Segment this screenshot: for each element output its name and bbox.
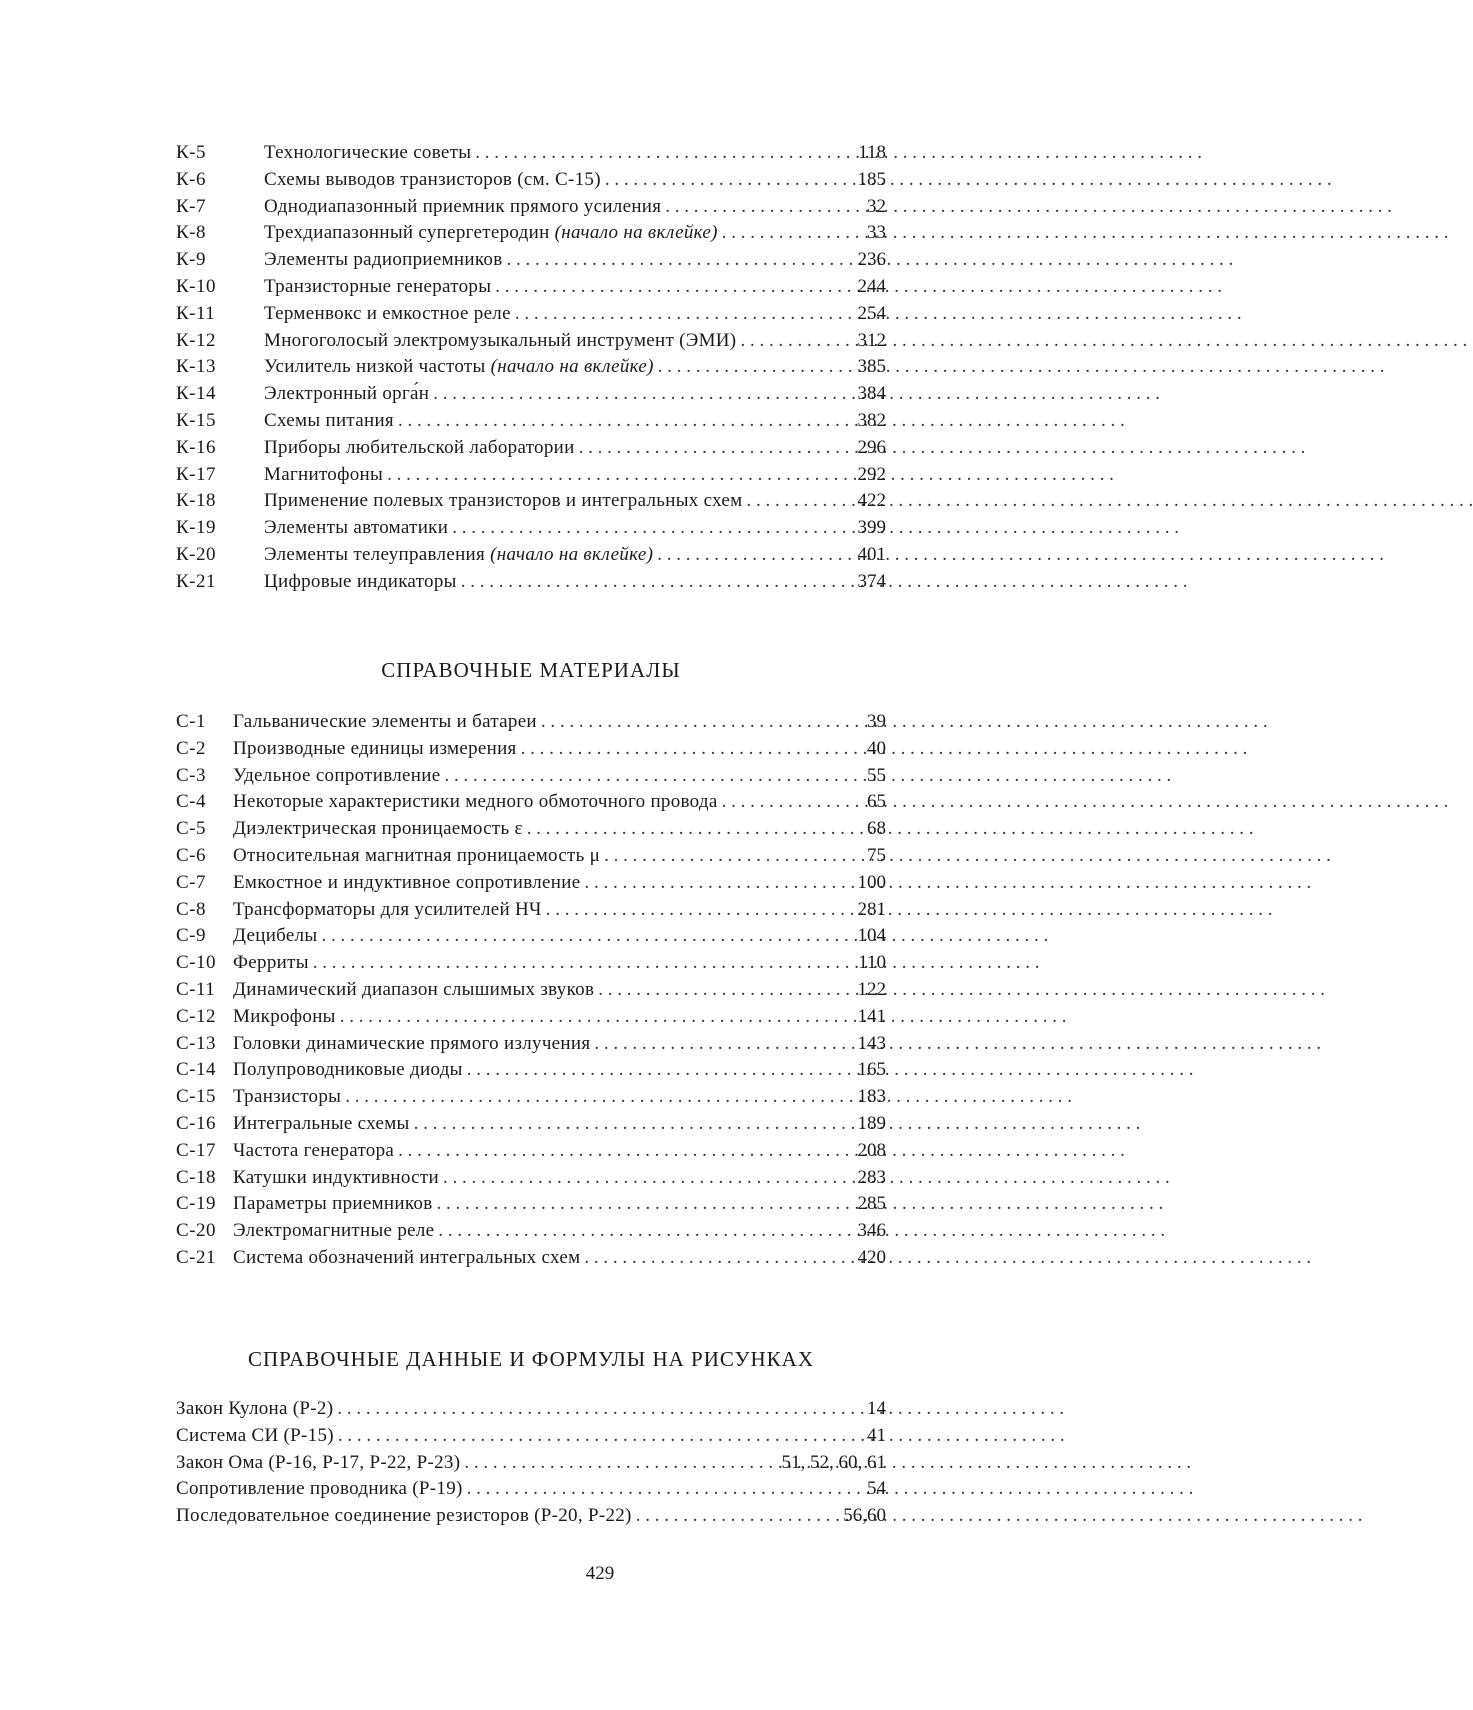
entry-title: Приборы любительской лаборатории [264,436,575,458]
entry-page-number: 189 [857,1112,886,1134]
entry-title: Параметры приемников [233,1193,433,1215]
entry-title: Динамический диапазон слышимых звуков [233,978,595,1000]
toc-entry [176,977,886,1004]
toc-entry [176,1450,886,1477]
entry-page-number: 51, 52, 60, 61 [781,1451,886,1473]
k-section-list [176,140,886,596]
toc-entry [176,354,886,381]
entry-code: К-12 [176,329,216,351]
entry-code: С-20 [176,1220,216,1242]
entry-title: Сопротивление проводника (Р-19) [176,1478,463,1500]
entry-title: Микрофоны [233,1005,336,1027]
entry-page-number: 165 [857,1059,886,1081]
entry-page-number: 40 [867,737,886,759]
toc-entry [176,462,886,489]
r-section-heading: СПРАВОЧНЫЕ ДАННЫЕ И ФОРМУЛЫ НА РИСУНКАХ [247,1347,814,1371]
dot-leader [457,569,852,596]
entry-code: К-14 [176,383,216,405]
entry-title: Система СИ (Р-15) [176,1424,334,1446]
entry-title: Головки динамические прямого излучения [233,1032,591,1054]
entry-title-wrap [233,1111,410,1138]
entry-page-number: 33 [867,222,886,244]
dot-leader [590,1031,852,1058]
entry-title-wrap [264,194,661,221]
toc-entry [176,763,886,790]
entry-page-number: 54 [867,1478,886,1500]
dot-leader [309,950,852,977]
toc-entry [176,789,886,816]
entry-code: С-15 [176,1086,216,1108]
dot-leader [600,843,852,870]
entry-note: (начало на вклейке) [490,543,654,565]
dot-leader [580,870,852,897]
dot-leader [632,1503,840,1530]
entry-code: К-11 [176,302,216,324]
dot-leader [601,167,852,194]
entry-code: К-10 [176,275,216,297]
entry-page-number: 39 [867,711,886,732]
entry-page-number: 382 [857,409,886,431]
entry-code: С-4 [176,791,206,813]
entry-title-wrap [176,1503,632,1530]
toc-entry [176,897,886,924]
entry-title-wrap [264,354,654,381]
entry-title: Система обозначений интегральных схем [233,1246,581,1268]
toc-entry [176,1138,886,1165]
dot-leader [736,328,852,355]
entry-title-wrap [233,897,542,924]
toc-entry [176,923,886,950]
entry-title-wrap [233,1218,434,1245]
dot-leader [448,515,852,542]
entry-page-number: 292 [857,463,886,485]
entry-page-number: 285 [857,1193,886,1215]
entry-title-wrap [233,1057,463,1084]
dot-leader [742,488,852,515]
dot-leader [471,140,852,167]
entry-page-number: 254 [857,302,886,324]
entry-code: К-6 [176,168,206,190]
entry-code: С-9 [176,925,206,947]
entry-code: К-16 [176,436,216,458]
entry-title: Терменвокс и емкостное реле [264,302,511,324]
toc-entry [176,1218,886,1245]
entry-page-number: 56,60 [843,1505,886,1527]
toc-entry [176,328,886,355]
entry-page-number: 244 [857,275,886,297]
entry-page-number: 118 [858,142,886,163]
dot-leader [439,1165,852,1192]
dot-leader [542,897,852,924]
entry-title: Удельное сопротивление [233,764,441,786]
dot-leader [334,1423,852,1450]
entry-title-wrap [264,381,429,408]
entry-title: Однодиапазонный приемник прямого усиления [264,195,662,217]
entry-title: Схемы питания [264,409,394,431]
toc-entry [176,435,886,462]
entry-title-wrap [176,1423,334,1450]
toc-entry [176,1245,886,1272]
toc-entry [176,1503,886,1530]
entry-page-number: 401 [857,543,886,565]
entry-code: К-17 [176,463,216,485]
toc-entry [176,843,886,870]
entry-title-wrap [233,950,309,977]
entry-title: Цифровые индикаторы [264,570,457,592]
entry-code: С-21 [176,1246,216,1268]
entry-code: С-12 [176,1005,216,1027]
dot-leader [440,763,852,790]
entry-page-number: 208 [857,1139,886,1161]
entry-page-number: 399 [857,517,886,539]
entry-code: К-18 [176,490,216,512]
toc-entry [176,1165,886,1192]
entry-title-wrap [264,140,471,167]
toc-entry [176,408,886,435]
entry-title-wrap [264,220,718,247]
entry-title: Производные единицы измерения [233,737,517,759]
entry-title-wrap [264,328,736,355]
entry-title: Интегральные схемы [233,1112,410,1134]
dot-leader [394,1138,852,1165]
entry-code: К-8 [176,222,206,244]
dot-leader [654,354,852,381]
entry-code: С-6 [176,844,206,866]
entry-title: Многоголосый электромузыкальный инструмент (ЭМИ) [264,329,737,351]
entry-title-wrap [176,1396,333,1423]
entry-title-wrap [233,816,523,843]
entry-page-number: 296 [857,436,886,458]
toc-entry [176,488,886,515]
entry-title-wrap [233,1191,432,1218]
entry-title-wrap [233,923,317,950]
entry-page-number: 65 [867,791,886,813]
toc-entry [176,1476,886,1503]
entry-code: К-13 [176,356,216,378]
entry-title-wrap [233,1245,580,1272]
entry-page-number: 422 [857,490,886,512]
dot-leader [718,220,852,247]
entry-title: Закон Кулона (Р-2) [176,1398,334,1419]
dot-leader [661,194,852,221]
entry-code: С-3 [176,764,206,786]
toc-entry [176,515,886,542]
entry-title-wrap [264,408,394,435]
entry-page-number: 122 [857,978,886,1000]
entry-page-number: 281 [857,898,886,920]
dot-leader [517,736,852,763]
entry-page-number: 75 [867,844,886,866]
dot-leader [333,1396,852,1423]
dot-leader [460,1450,777,1477]
entry-code: С-16 [176,1112,216,1134]
toc-entry [176,709,886,736]
entry-code: С-11 [176,978,216,1000]
entry-code: К-21 [176,570,216,592]
entry-title-wrap [233,736,517,763]
entry-code: С-8 [176,898,206,920]
entry-page-number: 385 [857,356,886,378]
entry-code: К-9 [176,249,206,271]
entry-title: Электромагнитные реле [233,1220,435,1242]
toc-entry [176,1004,886,1031]
toc-entry [176,870,886,897]
entry-title-wrap [264,274,491,301]
entry-title: Емкостное и индуктивное сопротивление [233,871,581,893]
entry-title-wrap [176,1476,463,1503]
entry-code: С-5 [176,818,206,840]
toc-entry [176,1396,886,1423]
entry-code: К-15 [176,409,216,431]
entry-title-wrap [264,301,511,328]
entry-page-number: 104 [857,925,886,947]
entry-title-wrap [264,247,502,274]
dot-leader [432,1191,852,1218]
entry-code: С-7 [176,871,206,893]
entry-title-wrap [233,977,594,1004]
entry-page-number: 141 [857,1005,886,1027]
dot-leader [429,381,852,408]
entry-title-wrap [233,1138,394,1165]
entry-page-number: 68 [867,818,886,840]
entry-code: С-18 [176,1166,216,1188]
toc-entry [176,1084,886,1111]
entry-page-number: 312 [857,329,886,351]
entry-title-wrap [176,1450,460,1477]
entry-page-number: 32 [867,195,886,217]
entry-title: Элементы автоматики [264,517,449,539]
entry-title: Усилитель низкой частоты [264,356,486,378]
entry-title-wrap [233,789,718,816]
toc-entry [176,381,886,408]
toc-entry [176,1031,886,1058]
dot-leader [463,1476,852,1503]
entry-title: Катушки индуктивности [233,1166,439,1188]
entry-title-wrap [264,167,601,194]
page-number: 429 [585,1563,615,1584]
toc-entry [176,1111,886,1138]
entry-note: (начало на вклейке) [490,356,654,378]
dot-leader [317,923,852,950]
dot-leader [653,542,852,569]
dot-leader [383,462,852,489]
toc-entry [176,736,886,763]
entry-code: К-5 [176,142,206,163]
dot-leader [410,1111,852,1138]
entry-page-number: 110 [858,952,886,974]
dot-leader [491,274,852,301]
entry-page-number: 236 [857,249,886,271]
entry-page-number: 55 [867,764,886,786]
toc-entry [176,816,886,843]
entry-title: Трансформаторы для усилителей НЧ [233,898,542,920]
entry-page-number: 374 [857,570,886,592]
entry-title: Магнитофоны [264,463,384,485]
entry-code: С-14 [176,1059,216,1081]
entry-title-wrap [264,488,742,515]
toc-entry [176,1191,886,1218]
entry-page-number: 384 [857,383,886,405]
entry-title-wrap [264,569,457,596]
toc-entry [176,542,886,569]
entry-page-number: 183 [857,1086,886,1108]
entry-code: К-7 [176,195,206,217]
dot-leader [511,301,852,328]
entry-title-wrap [233,1004,336,1031]
toc-entry [176,301,886,328]
toc-entry [176,274,886,301]
toc-entry [176,1057,886,1084]
entry-title: Транзисторные генераторы [264,275,492,297]
entry-title: Трехдиапазонный супергетеродин [264,222,550,244]
toc-entry [176,194,886,221]
entry-code: С-10 [176,952,216,974]
c-section-heading: СПРАВОЧНЫЕ МАТЕРИАЛЫ [381,658,681,682]
entry-page-number: 41 [867,1424,886,1446]
r-section-list [176,1396,886,1530]
entry-title: Элементы телеуправления [264,543,486,565]
entry-title: Частота генератора [233,1139,395,1161]
entry-title: Децибелы [233,925,318,947]
entry-title: Полупроводниковые диоды [233,1059,463,1081]
entry-title-wrap [264,462,383,489]
entry-page-number: 420 [857,1246,886,1268]
entry-title-wrap [233,870,580,897]
entry-title: Закон Ома (Р-16, Р-17, Р-22, Р-23) [176,1451,461,1473]
entry-title: Относительная магнитная проницаемость μ [233,844,601,866]
entry-title-wrap [264,435,575,462]
entry-title-wrap [233,1084,341,1111]
entry-title: Последовательное соединение резисторов (Р-20, Р-22) [176,1505,632,1527]
entry-title: Диэлектрическая проницаемость ε [233,818,523,840]
entry-title-wrap [233,1165,439,1192]
toc-entry [176,167,886,194]
entry-code: К-20 [176,543,216,565]
dot-leader [336,1004,852,1031]
entry-title: Электронный орга́н [264,383,430,405]
dot-leader [502,247,852,274]
entry-code: К-19 [176,517,216,539]
entry-code: С-2 [176,737,206,759]
dot-leader [537,709,852,736]
dot-leader [580,1245,852,1272]
dot-leader [718,789,852,816]
entry-title: Применение полевых транзисторов и интегральных схем [264,490,743,512]
entry-page-number: 14 [867,1398,886,1419]
dot-leader [575,435,852,462]
entry-page-number: 346 [857,1220,886,1242]
entry-note: (начало на вклейке) [554,222,718,244]
entry-title-wrap [233,709,537,736]
entry-title: Технологические советы [264,142,472,163]
entry-code: С-19 [176,1193,216,1215]
toc-entry [176,247,886,274]
entry-page-number: 143 [857,1032,886,1054]
entry-page-number: 283 [857,1166,886,1188]
entry-title: Транзисторы [233,1086,342,1108]
entry-code: С-1 [176,711,206,732]
dot-leader [594,977,852,1004]
dot-leader [434,1218,852,1245]
toc-entry [176,569,886,596]
entry-title: Некоторые характеристики медного обмоточного провода [233,791,718,813]
entry-code: С-17 [176,1139,216,1161]
entry-page-number: 185 [857,168,886,190]
entry-title-wrap [233,763,440,790]
dot-leader [394,408,852,435]
entry-page-number: 100 [857,871,886,893]
dot-leader [523,816,852,843]
toc-entry [176,950,886,977]
entry-title-wrap [233,843,600,870]
toc-entry [176,1423,886,1450]
entry-title: Гальванические элементы и батареи [233,711,537,732]
dot-leader [341,1084,852,1111]
entry-title: Ферриты [233,952,309,974]
entry-title-wrap [264,542,653,569]
dot-leader [463,1057,852,1084]
c-section-list [176,709,886,1272]
entry-title-wrap [264,515,448,542]
toc-entry [176,220,886,247]
entry-title: Элементы радиоприемников [264,249,503,271]
toc-entry [176,140,886,167]
entry-title-wrap [233,1031,590,1058]
entry-title: Схемы выводов транзисторов (см. С-15) [264,168,601,190]
entry-code: С-13 [176,1032,216,1054]
